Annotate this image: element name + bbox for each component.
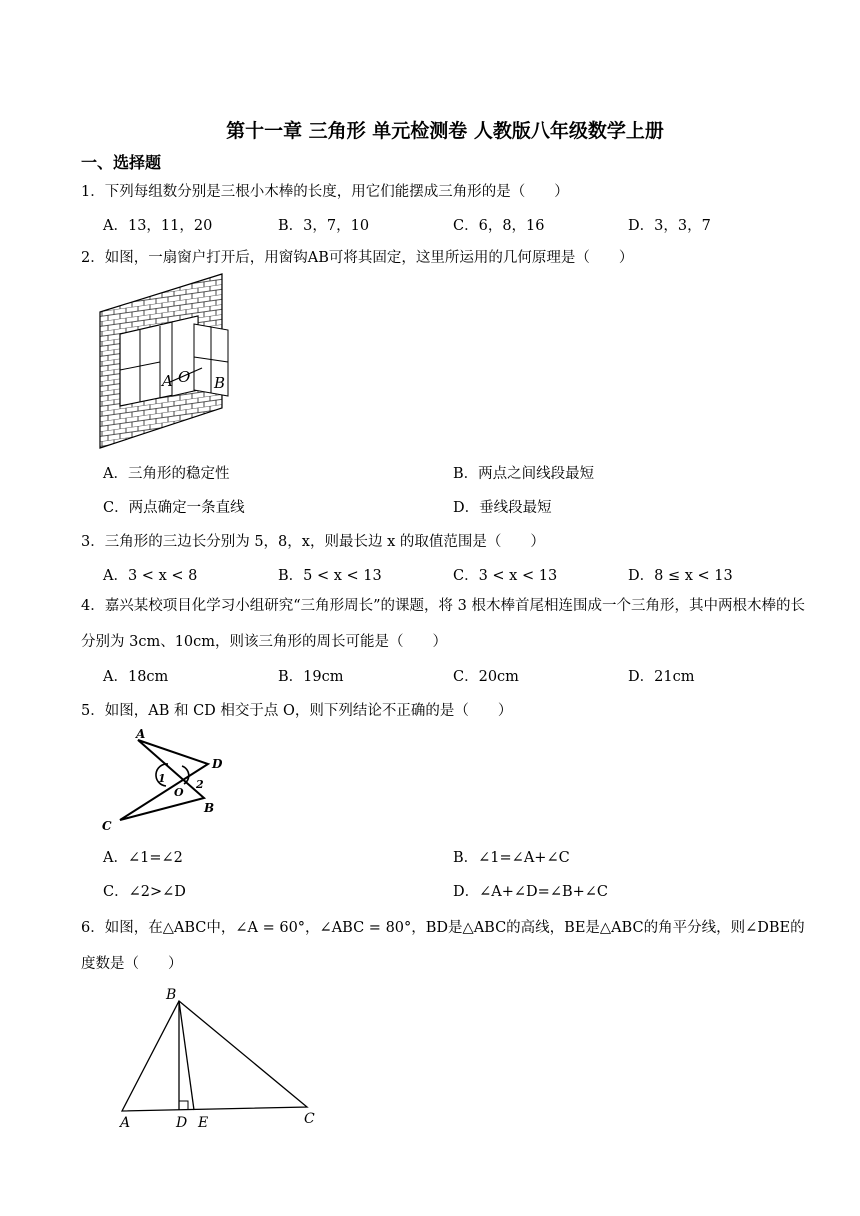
window-figure-label-o: O <box>178 368 191 386</box>
question-3-option-d[interactable]: D．8 ≤ x < 13 <box>628 568 733 584</box>
question-2-option-a[interactable]: A．三角形的稳定性 <box>103 466 230 482</box>
question-4-option-d[interactable]: D．21cm <box>628 669 695 685</box>
window-figure <box>96 272 240 452</box>
question-3-option-a[interactable]: A．3 < x < 8 <box>103 568 198 584</box>
page-title: 第十一章 三角形 单元检测卷 人教版八年级数学上册 <box>226 120 664 142</box>
question-1-option-d[interactable]: D．3，3，7 <box>628 218 711 234</box>
question-1-option-b[interactable]: B．3，7，10 <box>278 218 370 234</box>
question-1-stem: 1．下列每组数分别是三根小木棒的长度，用它们能摆成三角形的是（ ） <box>81 184 569 200</box>
question-4-stem: 4．嘉兴某校项目化学习小组研究“三角形周长”的课题，将 3 根木棒首尾相连围成一个三角形，其中两根木棒的长分别为 3cm、10cm，则该三角形的周长可能是（ ） <box>81 598 805 650</box>
figure5-label-1: 1 <box>158 772 166 785</box>
figure5-label-c: C <box>102 819 112 833</box>
figure6-label-b: B <box>166 987 177 1003</box>
question-5-stem: 5．如图，AB 和 CD 相交于点 O，则下列结论不正确的是（ ） <box>81 703 513 719</box>
triangle-figure <box>112 985 322 1130</box>
figure5-label-a: A <box>136 727 146 741</box>
question-1-option-c[interactable]: C．6，8，16 <box>453 218 545 234</box>
figure5-label-d: D <box>212 757 223 771</box>
figure5-label-b: B <box>204 801 215 815</box>
figure6-label-d: D <box>176 1115 188 1130</box>
question-6-stem: 6．如图，在△ABC中，∠A = 60°，∠ABC = 80°，BD是△ABC的高线，BE是△ABC的角平分线，则∠DBE的度数是（ ） <box>81 920 805 972</box>
question-1-option-a[interactable]: A．13，11，20 <box>103 218 213 234</box>
question-2-option-b[interactable]: B．两点之间线段最短 <box>453 466 595 482</box>
question-5-option-a[interactable]: A．∠1=∠2 <box>103 850 183 866</box>
figure5-label-o: O <box>174 786 184 799</box>
question-3-option-b[interactable]: B．5 < x < 13 <box>278 568 382 584</box>
intersecting-lines-figure <box>96 726 236 836</box>
question-4-option-c[interactable]: C．20cm <box>453 669 519 685</box>
window-figure-label-b: B <box>214 374 226 392</box>
window-figure-label-a: A <box>162 372 173 390</box>
question-2-option-d[interactable]: D．垂线段最短 <box>453 500 552 516</box>
question-3-option-c[interactable]: C．3 < x < 13 <box>453 568 558 584</box>
question-3-stem: 3．三角形的三边长分别为 5，8，x，则最长边 x 的取值范围是（ ） <box>81 534 545 550</box>
question-4-option-a[interactable]: A．18cm <box>103 669 169 685</box>
section-heading: 一、选择题 <box>81 153 162 172</box>
question-5-option-c[interactable]: C．∠2>∠D <box>103 884 186 900</box>
figure6-label-e: E <box>198 1115 209 1130</box>
figure6-label-c: C <box>304 1111 315 1127</box>
question-5-option-d[interactable]: D．∠A+∠D=∠B+∠C <box>453 884 609 900</box>
question-5-option-b[interactable]: B．∠1=∠A+∠C <box>453 850 570 866</box>
question-2-option-c[interactable]: C．两点确定一条直线 <box>103 500 245 516</box>
figure5-label-2: 2 <box>196 778 204 791</box>
figure6-label-a: A <box>120 1115 131 1130</box>
question-4-option-b[interactable]: B．19cm <box>278 669 344 685</box>
question-2-stem: 2．如图，一扇窗户打开后，用窗钩AB可将其固定，这里所运用的几何原理是（ ） <box>81 250 634 266</box>
